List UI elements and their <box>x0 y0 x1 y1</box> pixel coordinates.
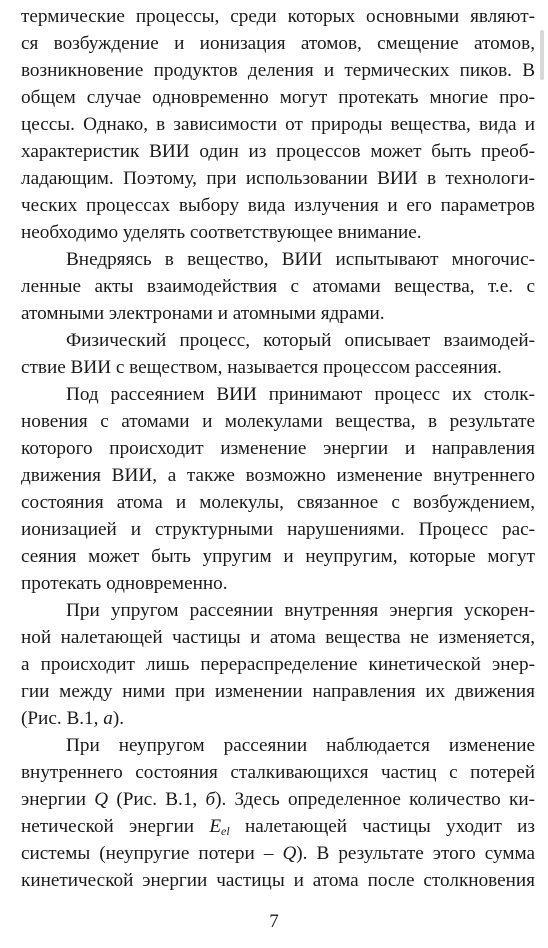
text-line: Физический процесс, который описывает взаимодей- <box>66 330 535 351</box>
text-line: ленные акты взаимодействия с атомами вещества, т.е. с <box>21 276 535 297</box>
text-line: При неупругом рассеянии наблюдается изменение <box>66 735 535 756</box>
text-line: а происходит лишь перераспределение кинетической энер- <box>21 654 535 675</box>
text-line: необходимо уделять соответствующее внимание. <box>21 222 422 243</box>
text-line: Под рассеянием ВИИ принимают процесс их столк- <box>66 384 535 405</box>
text-line: ческих процессах выбору вида излучения и его параметров <box>21 195 535 216</box>
figure-label-italic: а <box>103 708 113 729</box>
text-line: кинетической энергии частицы и атома после столкновения <box>21 870 535 891</box>
text-segment: (Рис. В.1, <box>21 708 104 729</box>
text-line: ной налетающей частицы и атома вещества не изменяется, <box>21 627 535 648</box>
symbol-q: Q <box>94 789 109 810</box>
text-line: атомными электронами и атомными ядрами. <box>21 303 385 324</box>
text-line: Внедряясь в вещество, ВИИ испытывают многочис- <box>66 249 535 270</box>
text-line: сеяния может быть упругим и неупругим, которые могут <box>21 546 535 567</box>
text-segment: нетической энергии <box>21 816 210 837</box>
text-segment: ). <box>112 708 125 729</box>
figure-label-italic: б <box>205 789 216 810</box>
text-line <box>21 812 535 842</box>
text-line: ладающим. Поэтому, при использовании ВИИ в технологи- <box>21 168 535 189</box>
text-segment: энергии <box>21 789 95 810</box>
text-line: гии между ними при изменении направления их движения <box>21 681 535 702</box>
text-segment: налетающей частицы уходит из <box>229 816 535 837</box>
text-segment: (Рис. В.1, <box>108 789 206 810</box>
text-line: которого происходит изменение энергии и направления <box>21 438 535 459</box>
text-line: состояния атома и молекулы, связанное с возбуждением, <box>21 492 535 513</box>
text-line: ионизацией и структурными нарушениями. Процесс рас- <box>21 519 535 540</box>
text-line: характеристик ВИИ один из процессов может быть преоб- <box>21 141 535 162</box>
symbol-q: Q <box>282 843 297 864</box>
text-line: протекать одновременно. <box>21 573 228 594</box>
text-line: новения с атомами и молекулами вещества, в результате <box>21 411 535 432</box>
text-line: внутреннего состояния сталкивающихся частиц с потерей <box>21 762 535 783</box>
text-line: термические процессы, среди которых основными являют- <box>21 6 535 27</box>
text-line: цессы. Однако, в зависимости от природы вещества, вида и <box>21 114 535 135</box>
text-line <box>21 704 535 734</box>
text-line: ся возбуждение и ионизация атомов, смещение атомов, <box>21 33 535 54</box>
text-line <box>21 839 535 869</box>
text-segment: системы (неупругие потери – <box>21 843 283 864</box>
symbol-subscript: el <box>221 824 230 838</box>
text-line: При упругом рассеянии внутренняя энергия ускорен- <box>66 600 535 621</box>
text-segment: ). Здесь определенное количество ки- <box>215 789 535 810</box>
symbol-e: E <box>209 816 222 837</box>
text-line <box>21 785 535 815</box>
scrollbar-thumb[interactable] <box>540 30 544 80</box>
text-line: возникновение продуктов деления и термических пиков. В <box>21 60 535 81</box>
text-line: движения ВИИ, а также возможно изменение внутреннего <box>21 465 535 486</box>
text-segment: ). В результате этого сумма <box>296 843 535 864</box>
text-line: ствие ВИИ с веществом, называется процессом рассеяния. <box>21 357 502 378</box>
page-number: 7 <box>269 911 279 932</box>
text-line: общем случае одновременно могут протекать многие про- <box>21 87 535 108</box>
